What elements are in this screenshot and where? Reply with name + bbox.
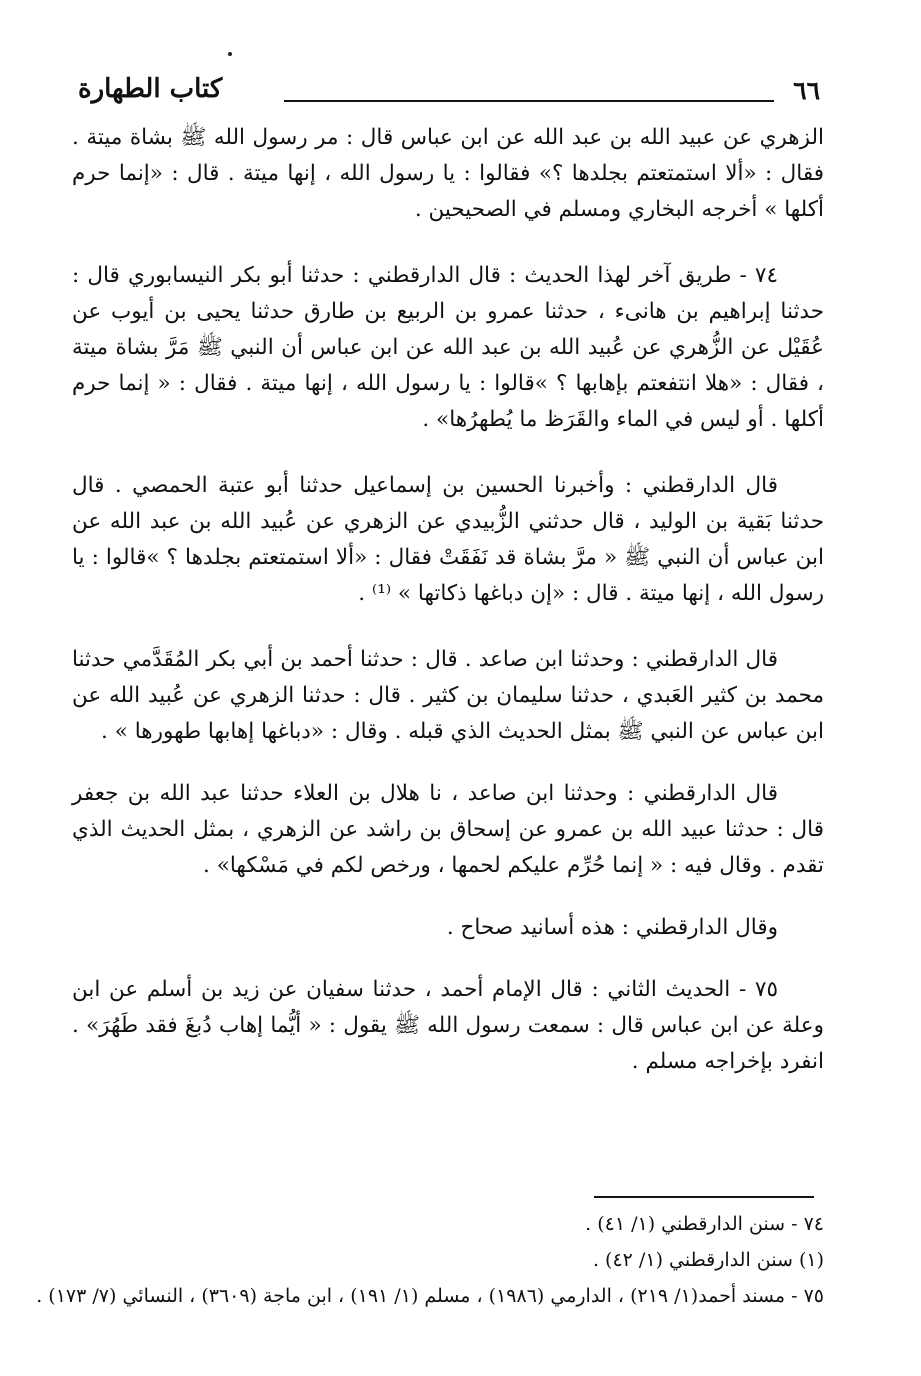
paragraph-daraqutni-sahih: وقال الدارقطني : هذه أسانيد صحاح . <box>446 915 778 940</box>
footnote-74: ٧٤ - سنن الدارقطني (١/ ٤١) . <box>585 1213 824 1235</box>
header-rule <box>284 100 774 102</box>
footnote-75: ٧٥ - مسند أحمد(١/ ٢١٩) ، الدارمي (١٩٨٦) ، مسلم (١/ ١٩١) ، ابن ماجة (٣٦٠٩) ، النسائي (٧/ ١٧٣) . <box>36 1285 824 1307</box>
paragraph-daraqutni-2: قال الدارقطني : وحدثنا ابن صاعد . قال : حدثنا أحمد بن أبي بكر المُقَدَّمي حدثنا محمد بن كثير العَبدي ، حدثنا سليمان بن كثير . قال : حدثنا الزهري عن عُبيد الله عن ابن عباس عن النبي ﷺ بمثل الحديث الذي قبله . وقال : «دباغها إهابها طهورها » . <box>72 647 824 744</box>
page-number: ٦٦ <box>793 76 820 105</box>
ink-speck <box>228 52 232 56</box>
footnote-rule <box>594 1196 814 1198</box>
paragraph-daraqutni-3: قال الدارقطني : وحدثنا ابن صاعد ، نا هلال بن العلاء حدثنا عبد الله بن جعفر قال : حدثنا عبيد الله بن عمرو عن إسحاق بن راشد عن الزهري ، بمثل الحديث الذي تقدم . وقال فيه : « إنما حُرِّم عليكم لحمها ، ورخص لكم في مَسْكها» . <box>72 781 824 878</box>
page-header <box>78 74 820 114</box>
paragraph-hadith-75: ٧٥ - الحديث الثاني : قال الإمام أحمد ، حدثنا سفيان عن زيد بن أسلم عن ابن وعلة عن ابن عباس قال : سمعت رسول الله ﷺ يقول : « أيُّما إهاب دُبغَ فقد طَهُرَ» . انفرد بإخراجه مسلم . <box>72 977 824 1074</box>
paragraph-hadith-continuation: الزهري عن عبيد الله بن عبد الله عن ابن عباس قال : مر رسول الله ﷺ بشاة ميتة . فقال : «ألا استمتعتم بجلدها ؟» فقالوا : يا رسول الله ، إنها ميتة . قال : «إنما حرم أكلها » أخرجه البخاري ومسلم في الصحيحين . <box>72 125 824 222</box>
footnote-1: (١) سنن الدارقطني (١/ ٤٢) . <box>592 1249 824 1271</box>
paragraph-hadith-74: ٧٤ - طريق آخر لهذا الحديث : قال الدارقطني : حدثنا أبو بكر النيسابوري قال : حدثنا إبراهيم بن هانىء ، حدثنا عمرو بن الربيع بن طارق حدثنا يحيى بن أيوب عن عُقَيْل عن الزُّهري عن عُبيد الله بن عبد الله عن ابن عباس أن النبي ﷺ مَرَّ بشاة ميتة ، فقال : «هلا انتفعتم بإهابها ؟ »قالوا : يا رسول الله ، إنها ميتة . فقال : « إنما حرم أكلها . أو ليس في الماء والقَرَظ ما يُطهرُها» . <box>72 263 824 432</box>
page-body <box>72 120 824 1080</box>
paragraph-daraqutni-1: قال الدارقطني : وأخبرنا الحسين بن إسماعيل حدثنا أبو عتبة الحمصي . قال حدثنا بَقية بن الوليد ، قال حدثني الزُّبيدي عن الزهري عن عُبيد الله بن عبد الله عن ابن عباس أن النبي ﷺ « مرَّ بشاة قد نَفَقَتْ فقال : «ألا استمتعتم بجلدها ؟ »قالوا : يا رسول الله ، إنها ميتة . قال : «إن دباغها ذكاتها » ⁽¹⁾ . <box>72 473 824 606</box>
footnotes <box>36 1196 824 1314</box>
running-title: كتاب الطهارة <box>78 74 223 104</box>
